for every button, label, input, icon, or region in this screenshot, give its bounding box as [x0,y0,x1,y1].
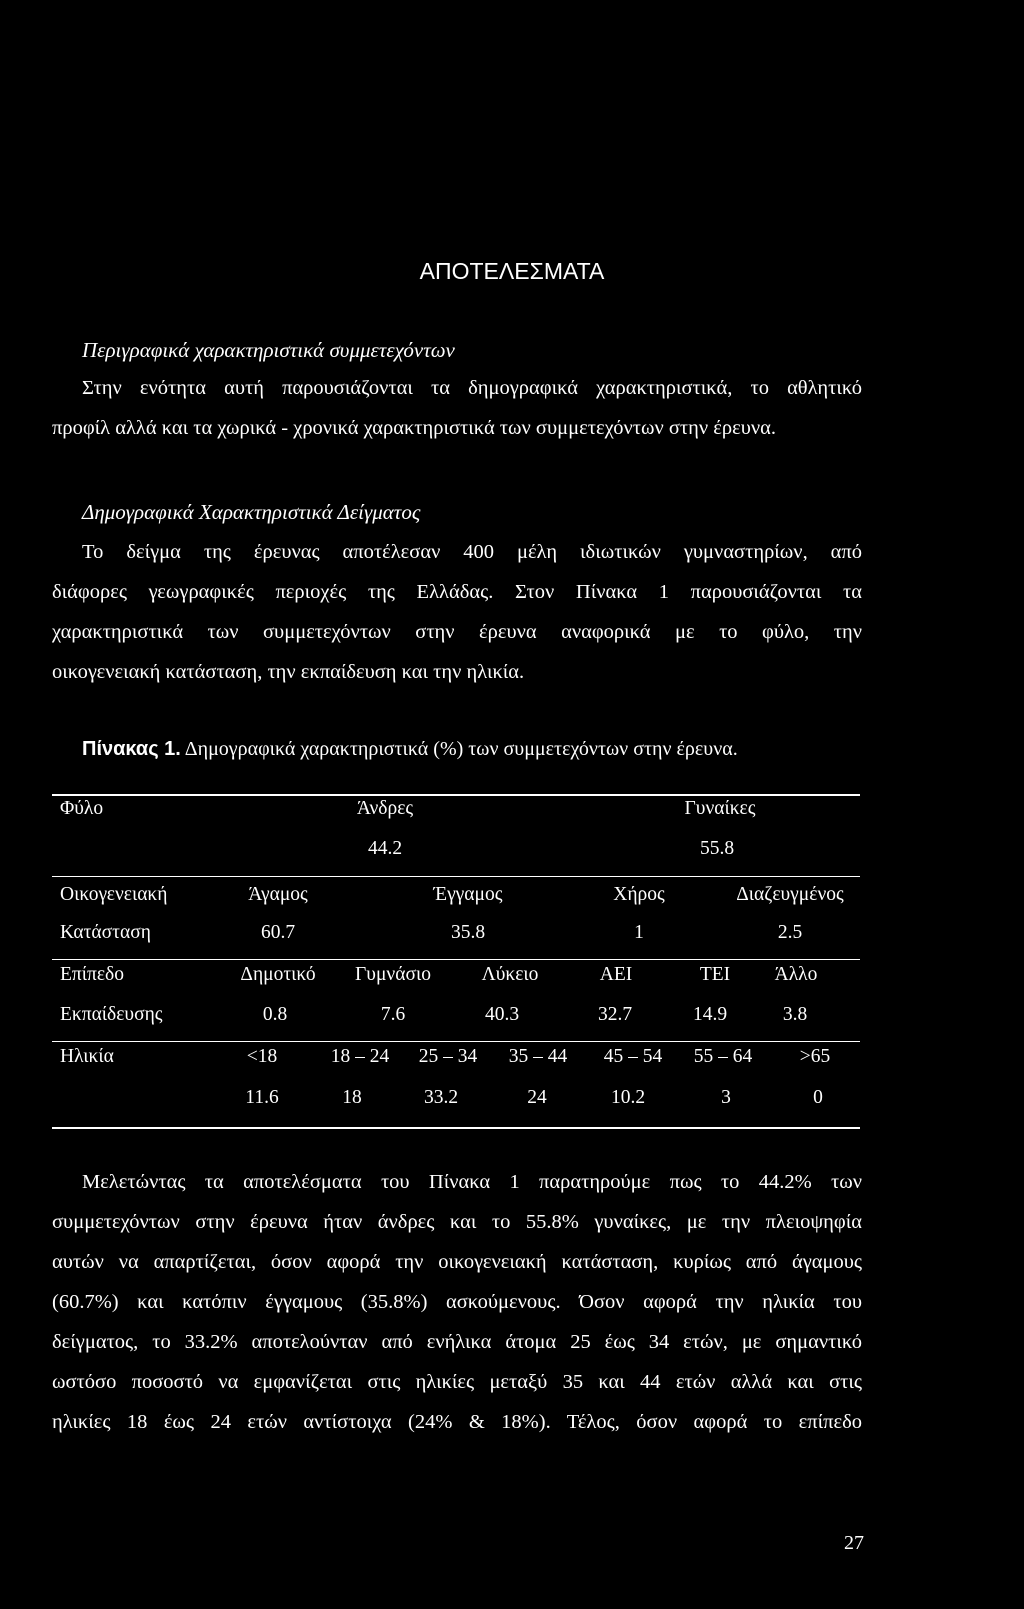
table-row-rule [52,959,860,960]
age-label: Ηλικία [60,1046,114,1067]
marital-label-1: Οικογενειακή [60,884,168,905]
education-value: 3.8 [782,1004,808,1025]
gender-label: Φύλο [60,798,104,819]
paragraph-intro [52,368,862,448]
education-header: Γυμνάσιο [355,964,431,985]
education-header: ΤΕΙ [699,964,731,985]
age-value: 0 [813,1087,823,1108]
education-label-2: Εκπαίδευσης [60,1004,163,1025]
paragraph-line: (60.7%) και κατόπιν έγγαμους (35.8%) ασκούμενους. Όσον αφορά την ηλικία του [52,1291,862,1313]
education-header: ΑΕΙ [599,964,633,985]
paragraph-line: δείγματος, το 33.2% αποτελούνταν από ενήλικα άτομα 25 έως 34 ετών, με σημαντικό [52,1331,862,1353]
age-header: 35 – 44 [508,1046,568,1067]
age-header: >65 [799,1046,831,1067]
education-label-1: Επίπεδο [60,964,124,985]
table-caption-label: Πίνακας 1. [82,738,181,760]
paragraph-line: Στην ενότητα αυτή παρουσιάζονται τα δημογραφικά χαρακτηριστικά, το αθλητικό [82,377,862,399]
table-caption-text: Δημογραφικά χαρακτηριστικά (%) των συμμετεχόντων στην έρευνα. [184,738,738,760]
marital-value: 60.7 [260,922,296,943]
age-value: 18 [342,1087,362,1108]
education-header: Λύκειο [481,964,539,985]
education-header: Άλλο [774,964,818,985]
table-bottom-rule [52,1127,860,1129]
education-value: 32.7 [597,1004,633,1025]
marital-value: 2.5 [777,922,803,943]
age-header: 18 – 24 [330,1046,390,1067]
age-header: 25 – 34 [418,1046,478,1067]
marital-header: Χήρος [613,884,665,905]
age-value: 24 [527,1087,547,1108]
age-value: 11.6 [245,1087,279,1108]
paragraph-line: Το δείγμα της έρευνας αποτέλεσαν 400 μέλη ιδιωτικών γυμναστηρίων, από [82,541,862,563]
page-title: ΑΠΟΤΕΛΕΣΜΑΤΑ [419,258,605,284]
paragraph-line: Μελετώντας τα αποτελέσματα του Πίνακα 1 παρατηρούμε πως το 44.2% των [82,1171,862,1193]
education-value: 14.9 [692,1004,728,1025]
table-top-rule [52,794,860,796]
table-row-rule [52,876,860,877]
paragraph-line: ωστόσο ποσοστό να εμφανίζεται στις ηλικίες μεταξύ 35 και 44 ετών αλλά και στις [52,1371,862,1393]
marital-header: Έγγαμος [433,884,503,905]
table-row-rule [52,1041,860,1042]
education-value: 7.6 [380,1004,406,1025]
marital-header: Άγαμος [248,884,308,905]
paragraph-line: προφίλ αλλά και τα χωρικά - χρονικά χαρακτηριστικά των συμμετεχόντων στην έρευνα. [52,417,776,439]
paragraph-line: ηλικίες 18 έως 24 ετών αντίστοιχα (24% & 18%). Τέλος, όσον αφορά το επίπεδο [52,1411,862,1433]
marital-value: 35.8 [450,922,486,943]
age-value: 33.2 [423,1087,459,1108]
paragraph-line: χαρακτηριστικά των συμμετεχόντων στην έρευνα αναφορικά με το φύλο, την [52,621,862,643]
paragraph-line: διάφορες γεωγραφικές περιοχές της Ελλάδας. Στον Πίνακα 1 παρουσιάζονται τα [52,581,862,603]
marital-header: Διαζευγμένος [736,884,844,905]
gender-header-women: Γυναίκες [684,798,756,819]
age-header: 55 – 64 [693,1046,753,1067]
education-value: 0.8 [262,1004,288,1025]
section-heading-demographics: Δημογραφικά Χαρακτηριστικά Δείγματος [82,500,421,524]
page-number: 27 [844,1532,864,1554]
gender-header-men: Άνδρες [356,798,414,819]
marital-label-2: Κατάσταση [60,922,151,943]
age-header: 45 – 54 [603,1046,663,1067]
table-caption [82,738,738,761]
gender-value-women: 55.8 [699,838,735,859]
education-header: Δημοτικό [240,964,316,985]
age-header: <18 [246,1046,278,1067]
age-value: 3 [721,1087,731,1108]
paragraph-line: συμμετεχόντων στην έρευνα ήταν άνδρες και το 55.8% γυναίκες, με την πλειοψηφία [52,1211,862,1233]
marital-value: 1 [634,922,644,943]
section-heading-participants: Περιγραφικά χαρακτηριστικά συμμετεχόντων [82,338,455,362]
paragraph-line: αυτών να απαρτίζεται, όσον αφορά την οικογενειακή κατάσταση, κυρίως από άγαμους [52,1251,862,1273]
gender-value-men: 44.2 [367,838,403,859]
paragraph-line: οικογενειακή κατάσταση, την εκπαίδευση και την ηλικία. [52,661,525,683]
paragraph-results [52,1162,862,1442]
age-value: 10.2 [610,1087,646,1108]
paragraph-sample [52,532,862,692]
education-value: 40.3 [484,1004,520,1025]
